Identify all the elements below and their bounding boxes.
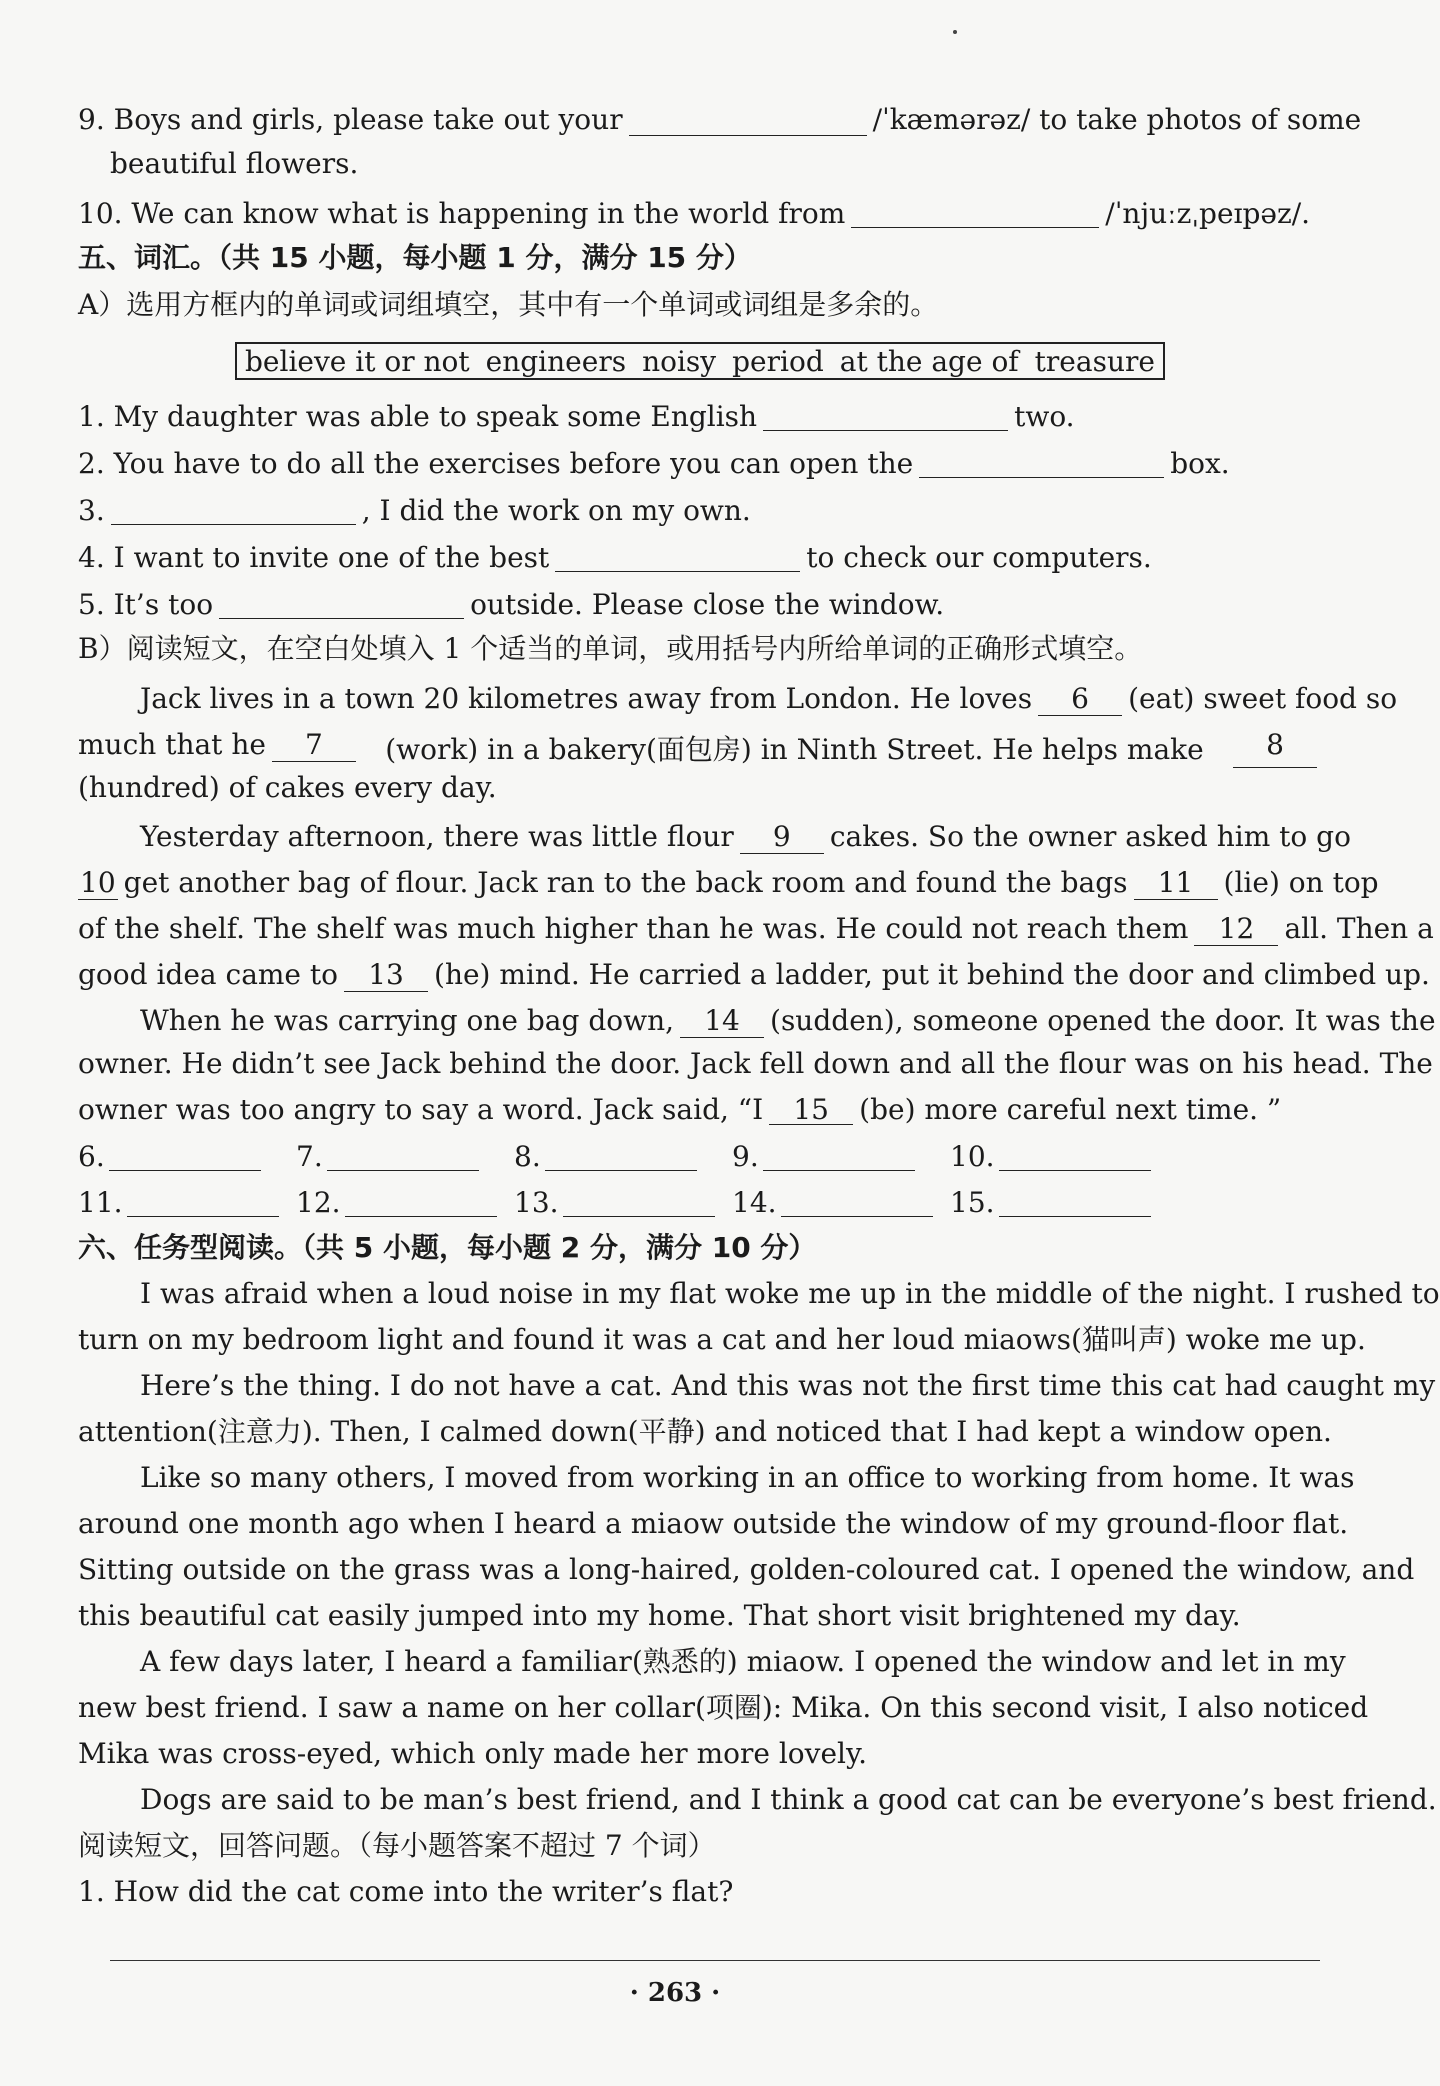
passage-line: new best friend. I saw a name on her collar(项圈): Mika. On this second visit, I also noticed [78, 1691, 1369, 1724]
speck-mark [953, 30, 957, 34]
word-box [235, 342, 1165, 380]
cloze-text: cakes. So the owner asked him to go [829, 820, 1351, 853]
vocab-q5-blank[interactable] [219, 588, 464, 619]
passage-line: I was afraid when a loud noise in my flat woke me up in the middle of the night. I rushed to [140, 1277, 1440, 1310]
vocab-q3-blank[interactable] [111, 494, 356, 525]
part5b-instruction: B）阅读短文，在空白处填入 1 个适当的单词，或用括号内所给单词的正确形式填空。 [78, 632, 1143, 665]
answer-label: 8. [514, 1140, 541, 1173]
part5-heading: 五、词汇。（共 15 小题，每小题 1 分，满分 15 分） [78, 241, 752, 274]
q9-blank[interactable] [629, 105, 867, 136]
cloze-blank-15[interactable]: 15 [769, 1096, 853, 1125]
vocab-q5-text: 5. It’s too [78, 588, 214, 621]
vocab-q2 [78, 447, 1230, 478]
cloze-blank-13[interactable]: 13 [344, 958, 428, 992]
cloze-blank-6[interactable]: 6 [1038, 682, 1122, 716]
vocab-q1-text: 1. My daughter was able to speak some English [78, 400, 758, 433]
cloze-blank-9[interactable]: 9 [740, 820, 824, 854]
cloze-text: get another bag of flour. Jack ran to the back room and found the bags [123, 866, 1128, 899]
cloze-blank-8[interactable]: 8 [1233, 728, 1317, 768]
cloze-text: (sudden), someone opened the door. It was the [770, 1004, 1436, 1037]
word-box-item: believe it or not [245, 344, 470, 378]
word-box-item: engineers [485, 344, 627, 378]
word-box-item: treasure [1034, 344, 1155, 378]
vocab-q2-end: box. [1170, 447, 1230, 480]
vocab-q3 [78, 494, 751, 525]
vocab-q1-blank[interactable] [763, 400, 1008, 431]
cloze-text: all. Then a [1284, 912, 1434, 945]
answer-label: 15. [950, 1186, 995, 1219]
passage-line: Sitting outside on the grass was a long-haired, golden-coloured cat. I opened the window, and [78, 1553, 1415, 1586]
cloze-text: (he) mind. He carried a ladder, put it behind the door and climbed up. [434, 958, 1430, 991]
passage-line: attention(注意力). Then, I calmed down(平静) and noticed that I had kept a window open. [78, 1415, 1332, 1448]
answer-label: 11. [78, 1186, 123, 1219]
answer-label: 14. [732, 1186, 777, 1219]
q10-line [78, 197, 1310, 228]
answer-row-1 [78, 1142, 1323, 1176]
cloze-text: owner was too angry to say a word. Jack said, “I [78, 1093, 764, 1126]
answer-label: 12. [296, 1186, 341, 1219]
answer-slot[interactable] [78, 1188, 279, 1217]
answer-label: 10. [950, 1140, 995, 1173]
word-box-item: period [732, 344, 824, 378]
vocab-q2-text: 2. You have to do all the exercises before you can open the [78, 447, 914, 480]
cloze-text: (eat) sweet food so [1128, 682, 1398, 715]
answer-slot[interactable] [514, 1142, 697, 1171]
passage-line: A few days later, I heard a familiar(熟悉的) miaow. I opened the window and let in my [140, 1645, 1346, 1678]
cloze-line [78, 728, 1323, 768]
word-box-item: at the age of [839, 344, 1019, 378]
passage-line: this beautiful cat easily jumped into my home. That short visit brightened my day. [78, 1599, 1241, 1632]
cloze-text: When he was carrying one bag down, [140, 1004, 675, 1037]
vocab-q2-blank[interactable] [919, 447, 1164, 478]
q10-blank[interactable] [851, 197, 1099, 228]
passage-line: around one month ago when I heard a miaow outside the window of my ground-floor flat. [78, 1507, 1349, 1540]
answer-slot[interactable] [296, 1142, 479, 1171]
answer-slot[interactable] [78, 1142, 261, 1171]
cloze-text: Jack lives in a town 20 kilometres away from London. He loves [140, 682, 1033, 715]
cloze-text: (lie) on top [1223, 866, 1379, 899]
cloze-text: Yesterday afternoon, there was little flour [140, 820, 734, 853]
cloze-text: (hundred) of cakes every day. [78, 771, 497, 804]
cloze-line [140, 1004, 1436, 1038]
answer-slot[interactable] [296, 1188, 497, 1217]
cloze-blank-7[interactable]: 7 [272, 728, 356, 762]
vocab-q5 [78, 588, 944, 619]
cloze-blank-14[interactable]: 14 [680, 1004, 764, 1038]
q9-text-a: 9. Boys and girls, please take out your [78, 103, 623, 136]
vocab-q1 [78, 400, 1075, 431]
cloze-blank-12[interactable]: 12 [1194, 912, 1278, 946]
answer-slot[interactable] [950, 1142, 1151, 1171]
passage-line: Here’s the thing. I do not have a cat. And this was not the first time this cat had caught my [140, 1369, 1436, 1402]
part5a-instruction: A）选用方框内的单词或词组填空，其中有一个单词或词组是多余的。 [78, 288, 939, 321]
answer-row-2 [78, 1188, 1323, 1222]
answer-label: 6. [78, 1140, 105, 1173]
vocab-q5-end: outside. Please close the window. [470, 588, 945, 621]
cloze-text: good idea came to [78, 958, 339, 991]
answer-slot[interactable] [514, 1188, 715, 1217]
cloze-blank-11[interactable]: 11 [1134, 866, 1218, 900]
vocab-q3-text: , I did the work on my own. [361, 494, 751, 527]
vocab-q1-end: two. [1014, 400, 1075, 433]
cloze-text: (be) more careful next time. ” [859, 1093, 1282, 1126]
q9-text-b: /ˈkæmərəz/ to take photos of some [872, 103, 1362, 136]
part6-question-instruction: 阅读短文，回答问题。（每小题答案不超过 7 个词） [78, 1829, 716, 1862]
part6-question-1: 1. How did the cat come into the writer’s flat? [78, 1875, 734, 1908]
answer-slot[interactable] [732, 1188, 933, 1217]
cloze-text: (work) in a bakery(面包房) in Ninth Street. He helps make [385, 733, 1204, 766]
cloze-line [78, 866, 1379, 900]
part6-heading: 六、任务型阅读。（共 5 小题，每小题 2 分，满分 10 分） [78, 1231, 817, 1264]
cloze-text: of the shelf. The shelf was much higher than he was. He could not reach them [78, 912, 1189, 945]
answer-slot[interactable] [732, 1142, 915, 1171]
vocab-q4 [78, 541, 1152, 572]
q9-text-c: beautiful flowers. [110, 147, 359, 180]
cloze-line [78, 958, 1430, 992]
vocab-q4-text: 4. I want to invite one of the best [78, 541, 550, 574]
passage-line: Like so many others, I moved from working in an office to working from home. It was [140, 1461, 1355, 1494]
cloze-line [78, 1093, 1282, 1126]
cloze-text: owner. He didn’t see Jack behind the door. Jack fell down and all the flour was on his head. The [78, 1047, 1433, 1080]
q9-line [78, 103, 1362, 136]
answer-slot[interactable] [950, 1188, 1151, 1217]
answer-label: 13. [514, 1186, 559, 1219]
passage-line: Dogs are said to be man’s best friend, and I think a good cat can be everyone’s best friend. [140, 1783, 1437, 1816]
q10-text-a: 10. We can know what is happening in the world from [78, 197, 846, 230]
cloze-line [140, 682, 1398, 716]
q10-text-b: /ˈnjuːzˌpeɪpəz/. [1105, 197, 1311, 230]
cloze-line [78, 912, 1434, 946]
vocab-q4-end: to check our computers. [806, 541, 1152, 574]
answer-label: 7. [296, 1140, 323, 1173]
cloze-line [140, 820, 1351, 854]
cloze-text: much that he [78, 728, 266, 761]
word-box-item: noisy [642, 344, 717, 378]
answer-label: 9. [732, 1140, 759, 1173]
footer-rule [110, 1960, 1320, 1961]
page-number: · 263 · [629, 1978, 721, 2008]
vocab-q3-num: 3. [78, 494, 105, 527]
passage-line: Mika was cross-eyed, which only made her more lovely. [78, 1737, 868, 1770]
vocab-q4-blank[interactable] [555, 541, 800, 572]
passage-line: turn on my bedroom light and found it was a cat and her loud miaows(猫叫声) woke me up. [78, 1323, 1366, 1356]
cloze-blank-10[interactable]: 10 [80, 866, 116, 899]
